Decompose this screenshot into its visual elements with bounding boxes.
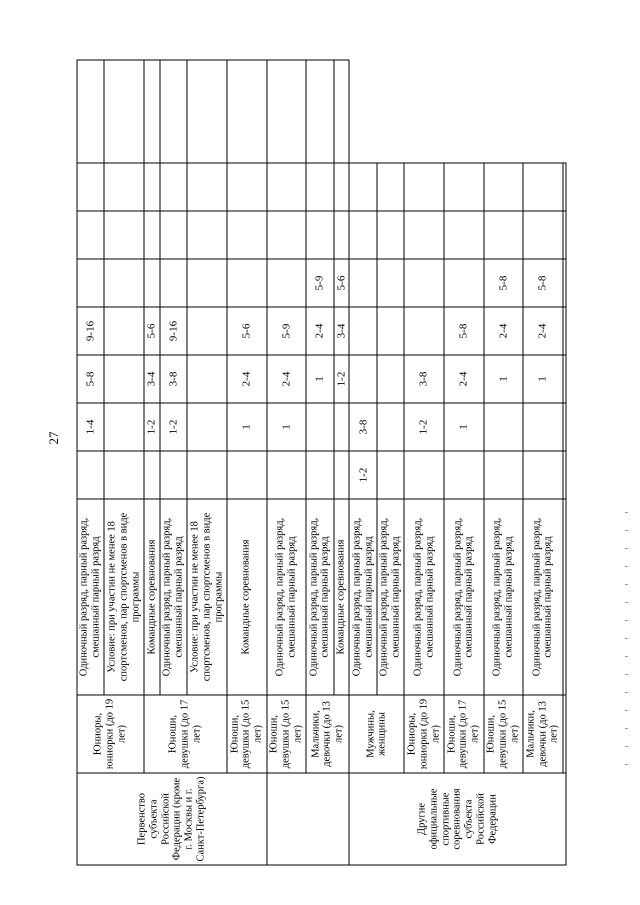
value-cell: 5-6 (144, 307, 160, 355)
description-cell: Командные соревнования (333, 499, 349, 695)
noise-cell (266, 451, 306, 499)
value-cell: 2-4 (306, 307, 333, 355)
noise-cell (376, 355, 403, 403)
noise-cell (562, 259, 565, 307)
noise-cell (187, 259, 227, 307)
noise-cell (104, 307, 144, 355)
noise-cell (159, 451, 186, 499)
value-cell: 3-8 (404, 355, 444, 403)
value-cell: 1 (306, 355, 333, 403)
value-cell: 1-2 (404, 403, 444, 451)
noise-cell (226, 60, 266, 163)
noise-cell (187, 403, 227, 451)
noise-cell (443, 163, 483, 211)
noise-cell (376, 163, 403, 211)
noise-cell (376, 451, 403, 499)
noise-cell (306, 163, 333, 211)
noise-cell (77, 163, 104, 211)
noise-cell (523, 403, 563, 451)
noise-cell (562, 403, 565, 451)
table-row (404, 60, 444, 865)
category-label: Юноши, девушки (до 17 лет) (144, 695, 227, 773)
noise-cell (562, 307, 565, 355)
group-label-championship-cont (266, 773, 349, 865)
group-label-other-competitions: Другие официальные спортивные соревнования субъекта Российской Федерации (349, 773, 566, 865)
value-cell: 5-8 (483, 259, 523, 307)
noise-cell (104, 163, 144, 211)
sport-ranks-table (76, 59, 566, 865)
noise-cell (187, 451, 227, 499)
category-label: Юниоры, юниорки (до 19 лет) (404, 695, 444, 773)
noise-cell (187, 211, 227, 259)
description-cell: Одиночный разряд, парный разряд, смешанный парный разряд (376, 499, 403, 695)
page-number: 27 (46, 431, 61, 445)
value-cell: 5-8 (443, 307, 483, 355)
value-cell: 5-8 (523, 259, 563, 307)
noise-cell (144, 259, 160, 307)
noise-cell (159, 259, 186, 307)
noise-cell (443, 451, 483, 499)
value-cell: 5-9 (306, 259, 333, 307)
noise-cell (333, 403, 349, 451)
noise-cell (349, 307, 376, 355)
table-row (349, 60, 376, 865)
value-cell: 3-4 (144, 355, 160, 403)
noise-cell (349, 163, 376, 211)
category-label: Мальчики, девочки (до 13 лет) (306, 695, 349, 773)
noise-cell (104, 259, 144, 307)
description-cell: Одиночный разряд, парный разряд, смешанный парный разряд (77, 499, 104, 695)
noise-cell (523, 211, 563, 259)
category-label-empty (562, 695, 565, 773)
value-cell: 2-4 (266, 355, 306, 403)
noise-cell (523, 451, 563, 499)
noise-cell (226, 259, 266, 307)
noise-cell (77, 451, 104, 499)
noise-cell (349, 211, 376, 259)
description-cell: Одиночный разряд, парный разряд, смешанный парный разряд (306, 499, 333, 695)
noise-cell (159, 60, 186, 163)
value-cell: 1-2 (349, 451, 376, 499)
description-cell: Одиночный разряд, парный разряд, смешанный парный разряд (523, 499, 563, 695)
noise-cell (404, 307, 444, 355)
value-cell: 1-2 (159, 403, 186, 451)
noise-cell (187, 355, 227, 403)
description-cell: Одиночный разряд, парный разряд, смешанный парный разряд (483, 499, 523, 695)
noise-cell (443, 211, 483, 259)
noise-cell (266, 211, 306, 259)
noise-cell (404, 163, 444, 211)
value-cell: 2-4 (226, 355, 266, 403)
noise-cell (77, 259, 104, 307)
value-cell: 9-16 (159, 307, 186, 355)
category-label: Юноши, девушки (до 15 лет) (483, 695, 523, 773)
noise-cell (187, 163, 227, 211)
noise-cell (404, 211, 444, 259)
value-cell: 9-16 (77, 307, 104, 355)
value-cell: 5-9 (266, 307, 306, 355)
noise-cell (104, 60, 144, 163)
category-label: Мальчики, девочки (до 13 лет) (523, 695, 563, 773)
category-label: Юноши, девушки (до 15 лет) (226, 695, 266, 773)
description-cell: Одиночный разряд, парный разряд, смешанный парный разряд (443, 499, 483, 695)
noise-cell (77, 211, 104, 259)
table-row (483, 60, 523, 865)
noise-cell (349, 355, 376, 403)
noise-cell (104, 355, 144, 403)
value-cell: 2-4 (483, 307, 523, 355)
value-cell: 1 (443, 403, 483, 451)
value-cell: 1 (523, 355, 563, 403)
noise-cell (306, 403, 333, 451)
condition-cell: Условие: при участии не менее 18 спортсменов, пар спортсменов в виде программы (104, 499, 144, 695)
category-label: Юниоры, юниорки (до 19 лет) (77, 695, 144, 773)
noise-cell (376, 259, 403, 307)
rotated-table-wrapper (76, 60, 566, 865)
table-row (562, 60, 565, 865)
noise-cell (376, 211, 403, 259)
noise-cell (306, 60, 333, 163)
value-cell: 5-6 (333, 259, 349, 307)
value-cell: 3-4 (333, 307, 349, 355)
value-cell: 5-6 (226, 307, 266, 355)
group-label-championship: Первенство субъекта Российской Федерации (кроме г. Москвы и г. Санкт-Петербурга) (77, 773, 267, 865)
description-cell: Командные соревнования (226, 499, 266, 695)
noise-cell (562, 211, 565, 259)
noise-cell (483, 163, 523, 211)
category-label: Юноши, девушки (до 17 лет) (443, 695, 483, 773)
noise-cell (562, 163, 565, 211)
noise-cell (349, 259, 376, 307)
noise-cell (104, 403, 144, 451)
noise-cell (159, 211, 186, 259)
noise-cell (483, 451, 523, 499)
noise-cell (144, 211, 160, 259)
noise-cell (266, 259, 306, 307)
table-row (266, 60, 306, 865)
noise-cell (333, 451, 349, 499)
description-cell: Одиночный разряд, парный разряд, смешанный парный разряд (266, 499, 306, 695)
value-cell: 1 (266, 403, 306, 451)
noise-cell (144, 163, 160, 211)
noise-cell (144, 60, 160, 163)
table-row (226, 60, 266, 865)
value-cell: 5-8 (77, 355, 104, 403)
noise-cell (266, 60, 306, 163)
value-cell: 3-8 (349, 403, 376, 451)
noise-cell (187, 307, 227, 355)
noise-cell (306, 451, 333, 499)
noise-cell (333, 60, 349, 163)
noise-cell (77, 60, 104, 163)
scan-edge-marks (625, 0, 628, 905)
value-cell: 1-2 (144, 403, 160, 451)
rotated-table-inner (76, 60, 566, 865)
noise-cell (562, 451, 565, 499)
noise-cell (144, 451, 160, 499)
noise-cell (104, 211, 144, 259)
noise-cell (483, 403, 523, 451)
table-row (77, 60, 104, 865)
noise-cell (404, 451, 444, 499)
noise-cell (443, 259, 483, 307)
value-cell: 2-4 (443, 355, 483, 403)
noise-cell (376, 307, 403, 355)
noise-cell (187, 60, 227, 163)
noise-cell (226, 451, 266, 499)
category-label: Мужчины, женщины (349, 695, 404, 773)
description-cell: Одиночный разряд, парный разряд, смешанный парный разряд (159, 499, 186, 695)
description-cell-empty (562, 499, 565, 695)
noise-cell (333, 211, 349, 259)
value-cell: 1-2 (333, 355, 349, 403)
description-cell: Командные соревнования (144, 499, 160, 695)
table-row (523, 60, 563, 865)
table-row (443, 60, 483, 865)
noise-cell (483, 211, 523, 259)
noise-cell (376, 403, 403, 451)
value-cell: 2-4 (523, 307, 563, 355)
description-cell: Одиночный разряд, парный разряд, смешанный парный разряд (404, 499, 444, 695)
category-label: Юноши, девушки (до 15 лет) (266, 695, 306, 773)
noise-cell (226, 163, 266, 211)
description-cell: Одиночный разряд, парный разряд, смешанный парный разряд (349, 499, 376, 695)
value-cell: 1 (226, 403, 266, 451)
noise-cell (159, 163, 186, 211)
noise-cell (333, 163, 349, 211)
table-row (144, 60, 160, 865)
value-cell: 1 (483, 355, 523, 403)
noise-cell (306, 211, 333, 259)
noise-cell (404, 259, 444, 307)
noise-cell (226, 211, 266, 259)
noise-cell (266, 163, 306, 211)
noise-cell (523, 163, 563, 211)
noise-cell (104, 451, 144, 499)
value-cell: 3-8 (159, 355, 186, 403)
condition-cell: Условие: при участии не менее 18 спортсменов, пар спортсменов в виде программы (187, 499, 227, 695)
noise-cell (562, 355, 565, 403)
table-row (306, 60, 333, 865)
value-cell: 1-4 (77, 403, 104, 451)
